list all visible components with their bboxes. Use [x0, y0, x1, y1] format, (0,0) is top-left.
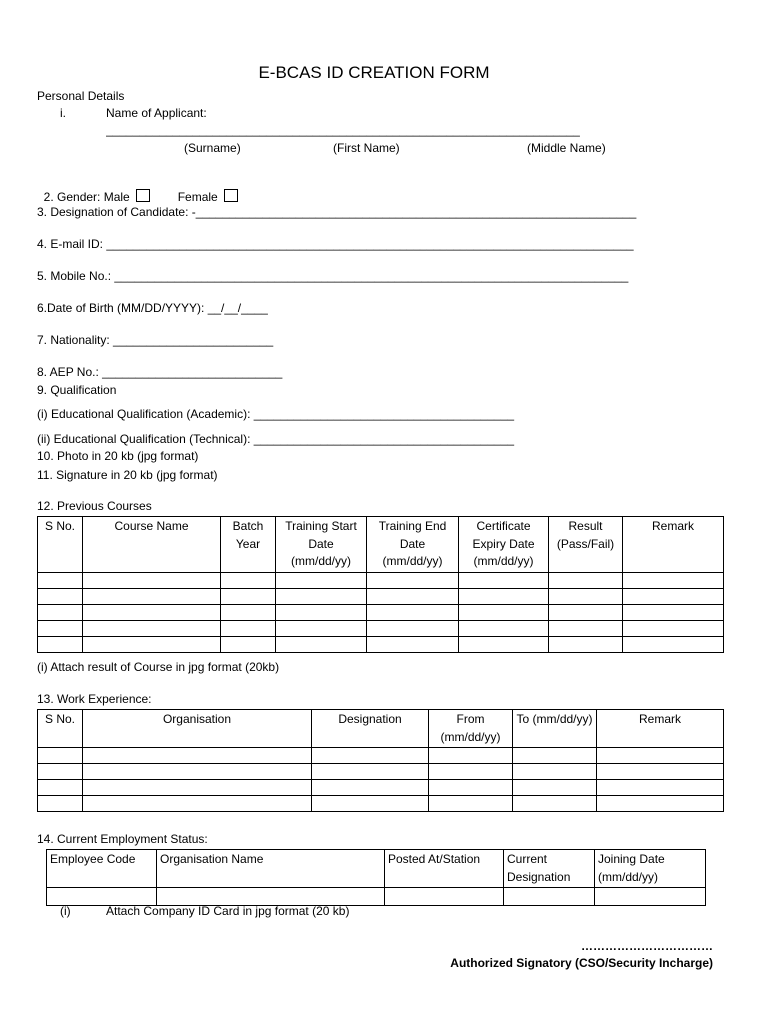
col-remark: Remark: [597, 710, 724, 748]
previous-courses-label: 12. Previous Courses: [37, 499, 152, 513]
first-name-caption: (First Name): [333, 141, 400, 155]
middle-name-caption: (Middle Name): [527, 141, 606, 155]
table-row[interactable]: [38, 748, 724, 764]
dob-field[interactable]: 6.Date of Birth (MM/DD/YYYY): __/__/____: [37, 301, 268, 315]
col-to: To (mm/dd/yy): [513, 710, 597, 748]
gender-row: [37, 173, 238, 205]
col-certificate-expiry: Certificate Expiry Date (mm/dd/yy): [459, 517, 549, 573]
col-sno: S No.: [38, 517, 83, 573]
gender-male-checkbox[interactable]: [136, 189, 150, 202]
qualification-label: 9. Qualification: [37, 383, 117, 397]
col-remark: Remark: [623, 517, 724, 573]
col-organisation: Organisation: [83, 710, 312, 748]
applicant-name-label: Name of Applicant:: [106, 106, 207, 120]
mobile-field[interactable]: 5. Mobile No.: _____________________________________________________________________________: [37, 269, 629, 283]
col-organisation-name: Organisation Name: [157, 850, 385, 888]
work-experience-table: [37, 709, 724, 812]
attach-id-number: (i): [60, 904, 71, 918]
employment-header-row: [47, 850, 706, 888]
table-row[interactable]: [38, 620, 724, 636]
gender-label: 2. Gender: Male: [43, 190, 130, 204]
email-field[interactable]: 4. E-mail ID: _______________________________________________________________________________: [37, 237, 634, 251]
table-row[interactable]: [38, 572, 724, 588]
table-row[interactable]: [38, 636, 724, 652]
section-personal-details: Personal Details: [37, 89, 125, 103]
employment-status-label: 14. Current Employment Status:: [37, 832, 208, 846]
col-current-designation: Current Designation: [504, 850, 595, 888]
col-sno: S No.: [38, 710, 83, 748]
work-experience-label: 13. Work Experience:: [37, 692, 152, 706]
gender-female-label: Female: [177, 190, 218, 204]
surname-caption: (Surname): [184, 141, 241, 155]
edu-technical-field[interactable]: (ii) Educational Qualification (Technical): _______________________________________: [37, 432, 515, 446]
col-result: Result (Pass/Fail): [549, 517, 623, 573]
table-row[interactable]: [38, 588, 724, 604]
form-title: E-BCAS ID CREATION FORM: [258, 63, 490, 82]
col-employee-code: Employee Code: [47, 850, 157, 888]
col-designation: Designation: [312, 710, 429, 748]
col-from: From (mm/dd/yy): [429, 710, 513, 748]
courses-header-row: [38, 517, 724, 573]
col-batch-year: Batch Year: [221, 517, 276, 573]
table-row[interactable]: [38, 604, 724, 620]
signatory-dots: ……………………………: [581, 939, 713, 953]
col-posted-at: Posted At/Station: [385, 850, 504, 888]
employment-table: [46, 849, 706, 906]
photo-label: 10. Photo in 20 kb (jpg format): [37, 449, 199, 463]
attach-course-note: (i) Attach result of Course in jpg format (20kb): [37, 660, 280, 674]
col-course-name: Course Name: [83, 517, 221, 573]
col-training-start: Training Start Date (mm/dd/yy): [276, 517, 367, 573]
designation-field[interactable]: 3. Designation of Candidate: -__________________________________________________________________: [37, 205, 637, 219]
col-training-end: Training End Date (mm/dd/yy): [367, 517, 459, 573]
work-header-row: [38, 710, 724, 748]
signature-label: 11. Signature in 20 kb (jpg format): [37, 468, 218, 482]
edu-academic-field[interactable]: (i) Educational Qualification (Academic): _______________________________________: [37, 407, 515, 421]
attach-id-note: Attach Company ID Card in jpg format (20 kb): [106, 904, 350, 918]
table-row[interactable]: [38, 764, 724, 780]
previous-courses-table: [37, 516, 724, 653]
gender-female-checkbox[interactable]: [224, 189, 238, 202]
authorized-signatory: Authorized Signatory (CSO/Security Incharge): [450, 956, 713, 970]
table-row[interactable]: [38, 796, 724, 812]
aep-field[interactable]: 8. AEP No.: ___________________________: [37, 365, 283, 379]
nationality-field[interactable]: 7. Nationality: ________________________: [37, 333, 274, 347]
col-joining-date: Joining Date (mm/dd/yy): [595, 850, 706, 888]
table-row[interactable]: [38, 780, 724, 796]
item-number: i.: [60, 106, 66, 120]
applicant-name-field[interactable]: _______________________________________________________________________: [106, 123, 580, 137]
